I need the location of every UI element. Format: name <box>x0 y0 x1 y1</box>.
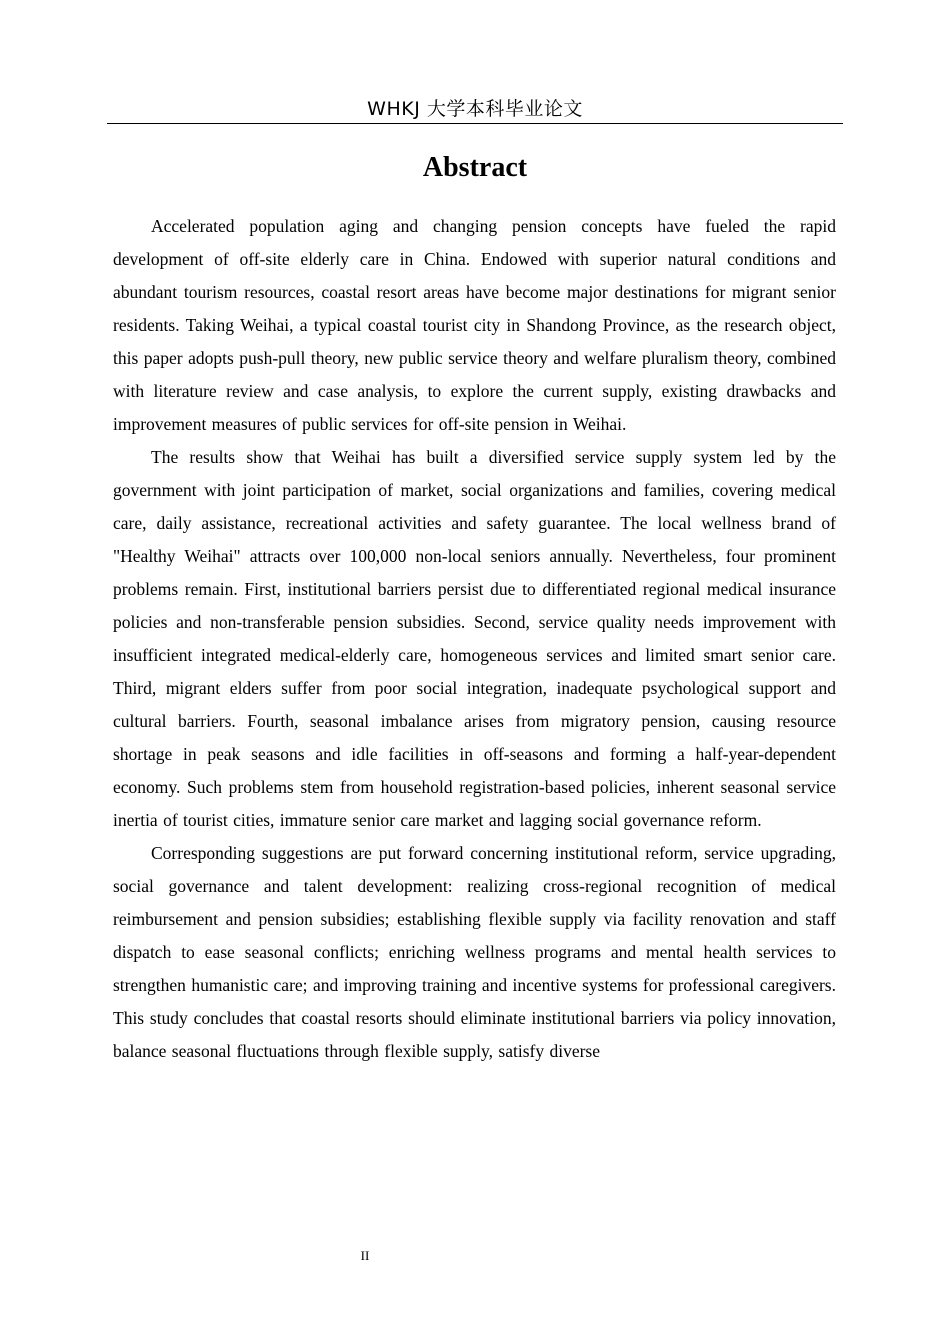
abstract-body <box>113 210 836 1068</box>
abstract-paragraph-2: The results show that Weihai has built a diversified service supply system led by the government with joint participation of market, social organizations and families, covering medical care, daily assistance, recreational activities and safety guarantee. The local wellness brand of "Healthy Weihai" attracts over 100,000 non-local seniors annually. Nevertheless, four prominent problems remain. First, institutional barriers persist due to differentiated regional medical insurance policies and non-transferable pension subsidies. Second, service quality needs improvement with insufficient integrated medical-elderly care, homogeneous services and limited smart senior care. Third, migrant elders suffer from poor social integration, inadequate psychological support and cultural barriers. Fourth, seasonal imbalance arises from migratory pension, causing resource shortage in peak seasons and idle facilities in off-seasons and forming a half-year-dependent economy. Such problems stem from household registration-based policies, inherent seasonal service inertia of tourist cities, immature senior care market and lagging social governance reform. <box>113 447 836 830</box>
page-number: II <box>360 1248 370 1263</box>
abstract-paragraph-3: Corresponding suggestions are put forward concerning institutional reform, service upgrading, social governance and talent development: realizing cross-regional recognition of medical reimbursement and pension subsidies; establishing flexible supply via facility renovation and staff dispatch to ease seasonal conflicts; enriching wellness programs and mental health services to strengthen humanistic care; and improving training and incentive systems for professional caregivers. This study concludes that coastal resorts should eliminate institutional barriers via policy innovation, balance seasonal fluctuations through flexible supply, satisfy diverse <box>113 843 836 1061</box>
page-header <box>107 96 843 124</box>
abstract-paragraph-1: Accelerated population aging and changing pension concepts have fueled the rapid development of off-site elderly care in China. Endowed with superior natural conditions and abundant tourism resources, coastal resort areas have become major destinations for migrant senior residents. Taking Weihai, a typical coastal tourist city in Shandong Province, as the research object, this paper adopts push-pull theory, new public service theory and welfare pluralism theory, combined with literature review and case analysis, to explore the current supply, existing drawbacks and improvement measures of public services for off-site pension in Weihai. <box>113 216 836 434</box>
header-title: WHKJ 大学本科毕业论文 <box>367 98 583 120</box>
abstract-title: Abstract <box>422 152 528 183</box>
